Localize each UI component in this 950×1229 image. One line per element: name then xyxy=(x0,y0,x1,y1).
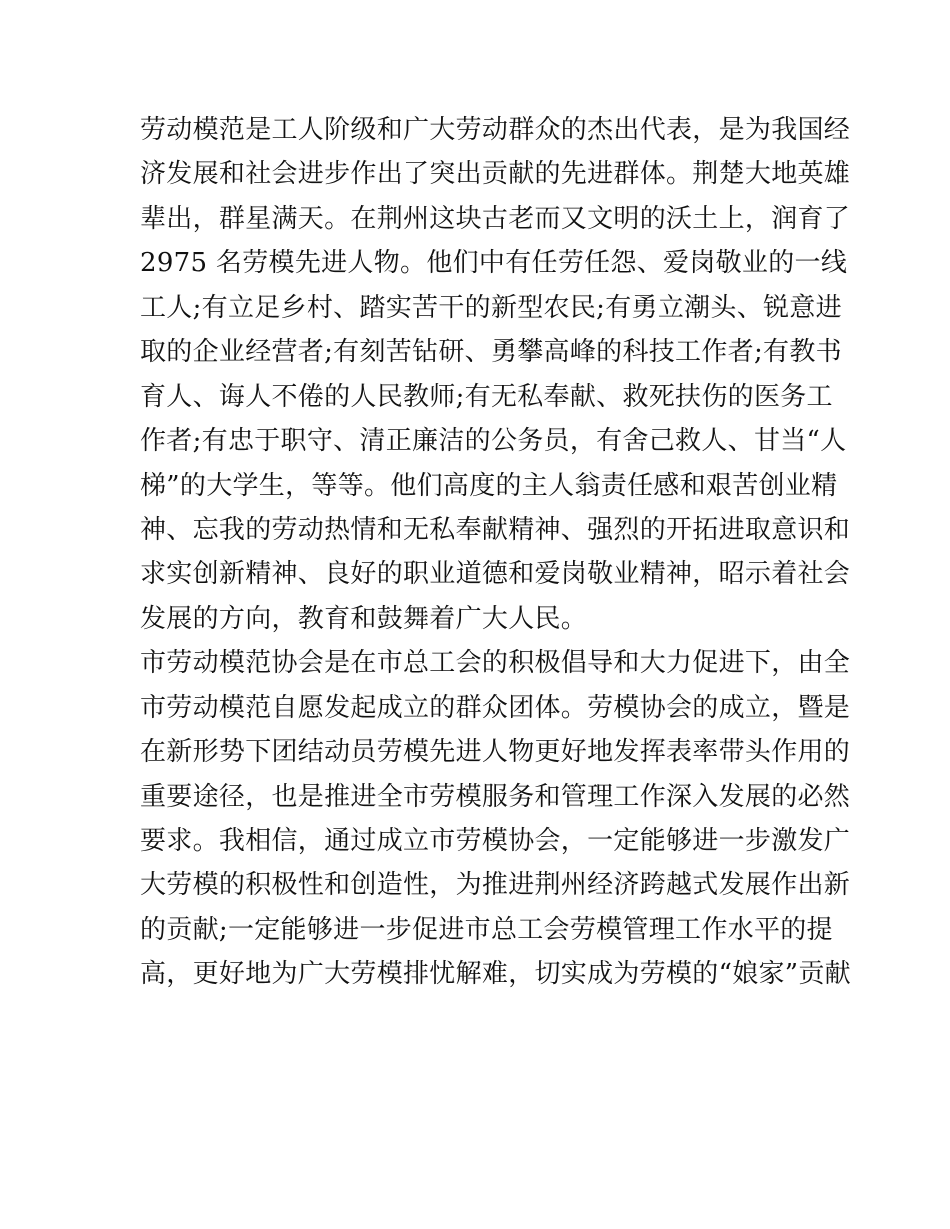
text-line: 在新形势下团结动员劳模先进人物更好地发挥表率带头作用的 xyxy=(140,737,851,768)
text-line: 2975 名劳模先进人物。他们中有任劳任怨、爱岗敬业的一线 xyxy=(140,248,848,279)
text-line: 市劳动模范自愿发起成立的群众团体。劳模协会的成立，暨是 xyxy=(140,692,851,723)
text-line: 作者;有忠于职守、清正廉洁的公务员，有舍己救人、甘当“人 xyxy=(140,426,847,457)
paragraph-labor-models xyxy=(140,108,851,641)
text-line: 要求。我相信，通过成立市劳模协会，一定能够进一步激发广 xyxy=(140,826,851,856)
text-line: 梯”的大学生，等等。他们高度的主人翁责任感和艰苦创业精 xyxy=(140,470,838,501)
text-line: 劳动模范是工人阶级和广大劳动群众的杰出代表，是为我国经 xyxy=(140,115,851,145)
paragraph-association xyxy=(140,641,851,997)
text-line: 的贡献;一定能够进一步促进市总工会劳模管理工作水平的提 xyxy=(140,914,833,945)
text-line: 辈出，群星满天。在荆州这块古老而又文明的沃土上，润育了 xyxy=(140,203,851,234)
text-line: 市劳动模范协会是在市总工会的积极倡导和大力促进下，由全 xyxy=(140,648,851,679)
text-line: 工人;有立足乡村、踏实苦干的新型农民;有勇立潮头、锐意进 xyxy=(140,292,842,323)
text-line: 济发展和社会进步作出了突出贡献的先进群体。荆楚大地英雄 xyxy=(140,159,851,190)
text-line: 求实创新精神、良好的职业道德和爱岗敬业精神，昭示着社会 xyxy=(140,559,851,590)
text-line: 大劳模的积极性和创造性，为推进荆州经济跨越式发展作出新 xyxy=(140,870,851,901)
text-line: 育人、诲人不倦的人民教师;有无私奉献、救死扶伤的医务工 xyxy=(140,381,833,412)
document-body xyxy=(140,108,851,997)
text-line: 取的企业经营者;有刻苦钻研、勇攀高峰的科技工作者;有教书 xyxy=(140,337,842,368)
text-line: 发展的方向，教育和鼓舞着广大人民。 xyxy=(140,603,588,634)
text-line: 重要途径，也是推进全市劳模服务和管理工作深入发展的必然 xyxy=(140,781,851,812)
text-line: 神、忘我的劳动热情和无私奉献精神、强烈的开拓进取意识和 xyxy=(140,514,851,545)
text-line: 高，更好地为广大劳模排忧解难，切实成为劳模的“娘家”贡献 xyxy=(140,959,851,990)
